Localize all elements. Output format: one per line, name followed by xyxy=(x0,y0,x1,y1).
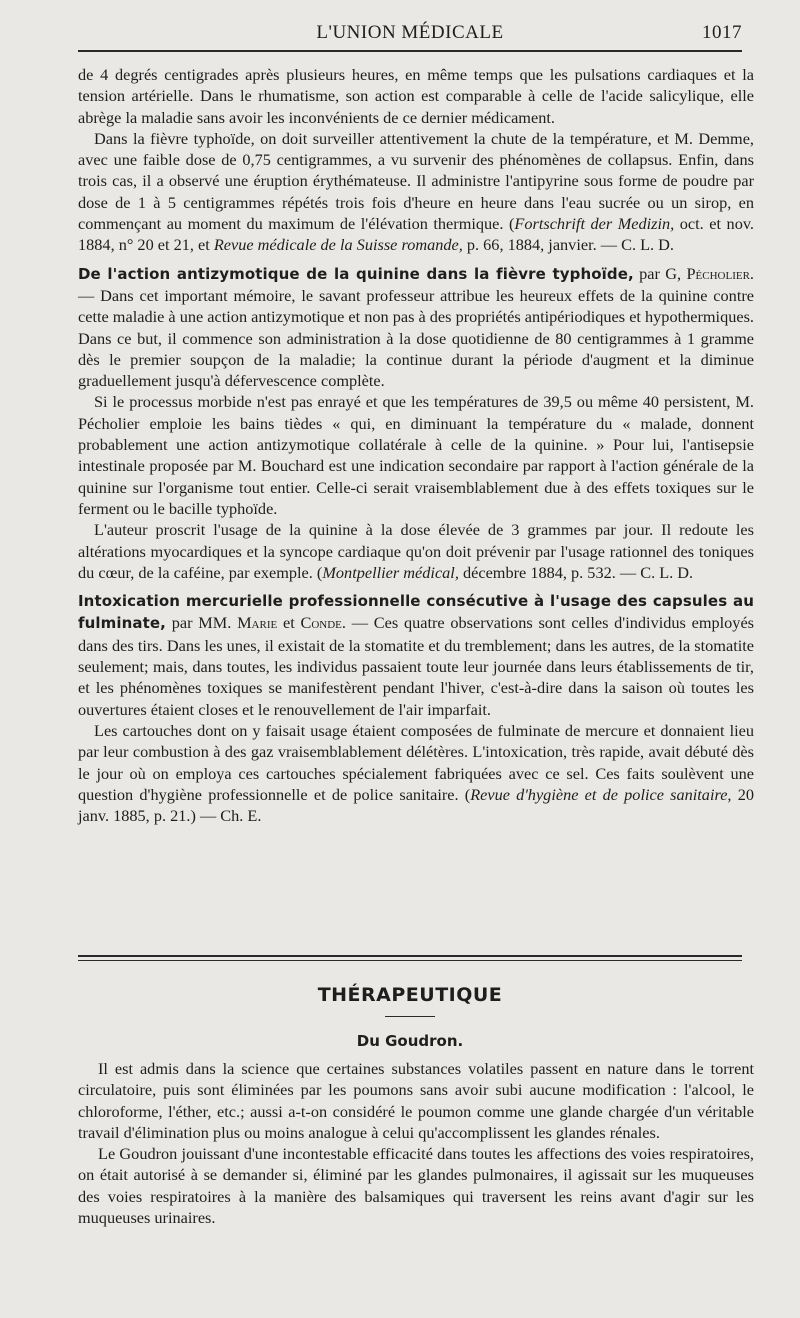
paragraph-typhoid-antipyrine xyxy=(78,128,754,256)
notice-mercury xyxy=(78,590,754,720)
citation-details: décembre 1884, p. 532. — C. L. D. xyxy=(458,562,694,582)
author-name: Conde. xyxy=(300,613,346,633)
paragraph-volatile-substances xyxy=(78,1058,754,1143)
paragraph-text: Dans la fièvre typhoïde, on doit surveiller attentivement la chute de la température, et M. Demme, avec une faible dose de 0,75 centigrammes, a vu survenir des phénomènes de collapsus. Enfin, dans trois cas, il a observé une éruption érythémateuse. Il administre l'antipyrine sous forme de poudre par dose de 1 à 5 centigrammes répétés trois fois d'heure en heure dans l'eau sucrée ou un sirop, en commençant au moment du maximum de l'élévation thermique. ( xyxy=(78,128,754,234)
running-title: L'UNION MÉDICALE xyxy=(316,22,504,43)
paragraph-text: de 4 degrés centigrades après plusieurs heures, en même temps que les pulsations cardiaques et la tension artérielle. Dans le rhumatisme, son action est comparable à celle de l'acide salicylique, elle abrège la maladie sans avoir les inconvénients de ce dernier médicament. xyxy=(78,65,754,127)
paragraph-quinine-baths xyxy=(78,391,754,519)
subsection-title: Du Goudron. xyxy=(356,1032,464,1050)
citation-journal: Revue médicale de la Suisse romande, xyxy=(213,235,463,255)
citation-details: oct. et nov. 1884, n° 20 et 21, et xyxy=(78,214,754,255)
section-title: THÉRAPEUTIQUE xyxy=(317,984,503,1006)
notice-quinine xyxy=(78,263,754,392)
title-rule xyxy=(385,1016,435,1017)
paragraph-text: L'auteur proscrit l'usage de la quinine à la dose élevée de 3 grammes par jour. Il redoute les altérations myocardiques et la syncope cardiaque qu'on doit prévenir par l'usage rationnel des toniques du cœur, de la caféine, par exemple. ( xyxy=(78,520,754,582)
author-prefix: par G, xyxy=(633,263,687,283)
paragraph-text: — Ces quatre observations sont celles d'individus employés dans des tirs. Dans les unes, il existait de la stomatite et du tremblement; dans les autres, de la stomatite seulement; mais, dans toutes, les individus passaient toute leur journée dans leurs établissements de tir, et les phénomènes toxiques se manifestèrent pendant l'hiver, c'est-à-dire dans la saison où toutes les ouvertures étaient closes et le renouvellement de l'air imparfait. xyxy=(78,613,755,719)
page-number: 1017 xyxy=(702,22,742,43)
section-divider xyxy=(78,955,742,961)
paragraph-text: Le Goudron jouissant d'une incontestable efficacité dans toutes les affections des voies respiratoires, on était autorisé à se demander si, éliminé par les glandes pulmonaires, il agissait sur les muqueuses des voies respiratoires à la manière des balsamiques qui traversent les reins avant d'agir sur les muqueuses urinaires. xyxy=(78,1144,754,1228)
header-rule xyxy=(78,50,742,52)
paragraph-text: Si le processus morbide n'est pas enrayé et que les températures de 39,5 ou même 40 persistent, M. Pécholier emploie les bains tièdes « qui, en diminuant la température du « malade, donnent probablement une action antizymotique collatérale à celle de la quinine. » Pour lui, l'antisepsie intestinale proposée par M. Bouchard est une indication secondaire par rapport à l'action générale de la quinine sur l'organisme tout entier. Celle-ci serait vraisemblablement due à des effets toxiques sur le ferment ou le bacille typhoïde. xyxy=(78,392,754,518)
article-column xyxy=(78,64,754,826)
paragraph-text: — Dans cet important mémoire, le savant professeur attribue les heureux effets de la quinine contre cette maladie à une action antizymotique et non pas à des propriétés antipériodiques et hypothermiques. Dans ce but, il commence son administration à la dose quotidienne de 80 centigrammes à 1 gramme dès le premier soupçon de la maladie; la continue durant la période d'augment et la diminue graduellement jusqu'à défervescence complète. xyxy=(78,285,754,391)
paragraph-text: Il est admis dans la science que certaines substances volatiles passent en nature dans le torrent circulatoire, puis sont éliminées par les poumons sans avoir subi aucune modification : l'alcool, le chloroforme, l'éther, etc.; aussi a-t-on considéré le poumon comme une glande chargée d'un véritable travail d'élimination plus ou moins analogue à celui qu'accomplissent les glandes rénales. xyxy=(78,1059,754,1142)
therapeutics-column xyxy=(78,1058,754,1228)
author-name: Marie xyxy=(237,613,278,633)
paragraph-text: Les cartouches dont on y faisait usage étaient composées de fulminate de mercure et donnaient lieu par leur combustion à des gaz vraisemblablement délétères. L'intoxication, très rapide, avait débuté dès le jour où on employa ces cartouches spécialement fabriquées avec ce sel. Ces faits soulèvent une question d'hygiène professionnelle et de police sanitaire. ( xyxy=(78,720,754,804)
citation-journal: Fortschrift der Medizin, xyxy=(514,214,675,234)
paragraph-quinine-dose xyxy=(78,519,754,583)
author-prefix: par MM. xyxy=(165,613,238,633)
paragraph-cartridges xyxy=(78,720,754,826)
author-name: Pécholier. xyxy=(686,263,754,283)
notice-heading: Intoxication mercurielle professionnelle consécutive à l'usage des capsules au fulminate, xyxy=(78,592,754,633)
paragraph-antipyrine-continued xyxy=(78,64,754,128)
citation-details: 20 janv. 1885, p. 21.) — Ch. E. xyxy=(78,784,754,826)
citation-journal: Revue d'hygiène et de police sanitaire, xyxy=(470,784,732,804)
citation-details: p. 66, 1884, janvier. — C. L. D. xyxy=(462,235,674,255)
citation-journal: Montpellier médical, xyxy=(322,562,459,582)
author-join: et xyxy=(277,613,301,633)
paragraph-goudron xyxy=(78,1143,754,1228)
page-header xyxy=(78,20,742,50)
notice-heading: De l'action antizymotique de la quinine dans la fièvre typhoïde, xyxy=(78,264,634,283)
